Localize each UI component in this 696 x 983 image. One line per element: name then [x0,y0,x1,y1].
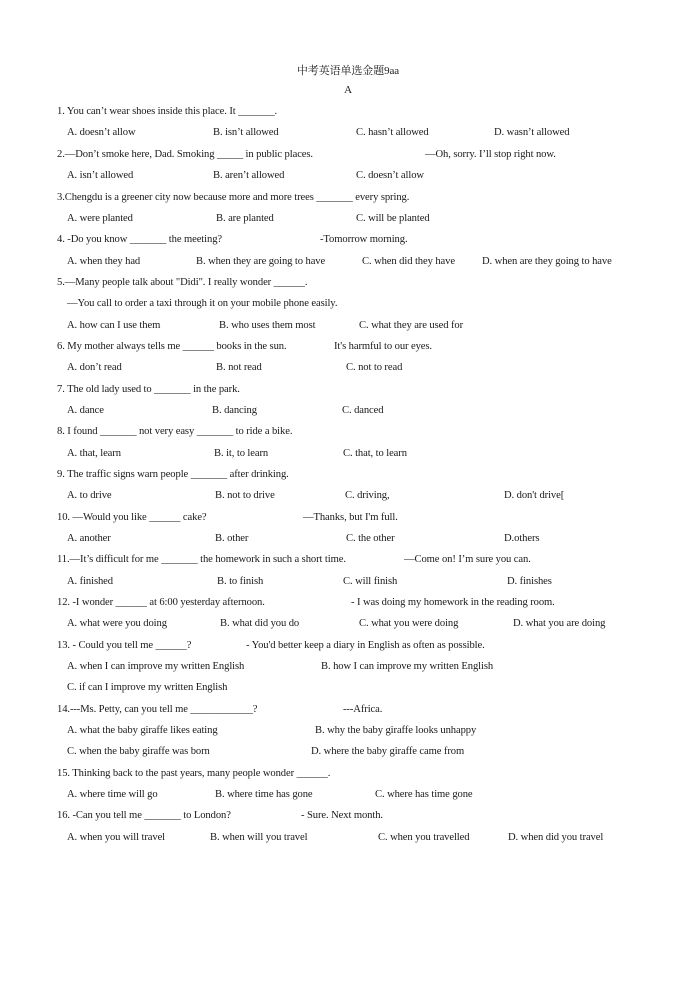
question-10: 10. —Would you like ______ cake? [57,512,207,523]
option-14b: B. why the baby giraffe looks unhappy [315,725,477,736]
option-9d: D. don't drive[ [504,490,565,501]
option-12a: A. what were you doing [67,618,167,629]
question-3: 3.Chengdu is a greener city now because more and more trees _______ every spring. [57,192,410,203]
option-10d: D.others [504,533,540,544]
option-7a: A. dance [67,405,104,416]
option-9b: B. not to drive [215,490,275,501]
option-12d: D. what you are doing [513,618,606,629]
option-15c: C. where has time gone [375,789,473,800]
section-heading: A [344,84,352,96]
option-7b: B. dancing [212,405,257,416]
option-8b: B. it, to learn [214,448,269,459]
option-16d: D. when did you travel [508,832,604,843]
option-5a: A. how can I use them [67,320,161,331]
option-6b: B. not read [216,362,262,373]
reply-16: - Sure. Next month. [301,810,383,821]
question-14: 14.---Ms. Petty, can you tell me ____________? [57,704,258,715]
reply-14: ---Africa. [343,704,383,715]
option-14c: C. when the baby giraffe was born [67,746,210,757]
option-15b: B. where time has gone [215,789,313,800]
option-11b: B. to finish [217,576,264,587]
reply-11: —Come on! I’m sure you can. [404,554,531,565]
option-3a: A. were planted [67,213,133,224]
reply-6: It's harmful to our eyes. [334,341,432,352]
question-2: 2.—Don’t smoke here, Dad. Smoking _____ in public places. [57,149,313,160]
option-10a: A. another [67,533,111,544]
option-16c: C. when you travelled [378,832,470,843]
option-11c: C. will finish [343,576,398,587]
option-13c: C. if can I improve my written English [67,682,228,693]
option-12b: B. what did you do [220,618,300,629]
reply-13: - You'd better keep a diary in English as often as possible. [246,640,485,651]
option-2a: A. isn’t allowed [67,170,134,181]
question-13: 13. - Could you tell me ______? [57,640,192,651]
question-7: 7. The old lady used to _______ in the park. [57,384,240,395]
option-14a: A. what the baby giraffe likes eating [67,725,218,736]
option-14d: D. where the baby giraffe came from [311,746,465,757]
option-1c: C. hasn’t allowed [356,127,429,138]
option-3c: C. will be planted [356,213,430,224]
option-5c: C. what they are used for [359,320,463,331]
option-1a: A. doesn’t allow [67,127,136,138]
question-9: 9. The traffic signs warn people _______ after drinking. [57,469,289,480]
option-4b: B. when they are going to have [196,256,326,267]
reply-2: —Oh, sorry. I’ll stop right now. [425,149,556,160]
option-1b: B. isn’t allowed [213,127,279,138]
question-5: 5.—Many people talk about "Didi". I really wonder ______. [57,277,308,288]
option-10b: B. other [215,533,249,544]
option-1d: D. wasn’t allowed [494,127,570,138]
question-15: 15. Thinking back to the past years, many people wonder ______. [57,768,331,779]
option-8c: C. that, to learn [343,448,407,459]
option-11d: D. finishes [507,576,552,587]
option-10c: C. the other [346,533,395,544]
option-6a: A. don’t read [67,362,122,373]
question-1: 1. You can’t wear shoes inside this place. It _______. [57,106,278,117]
option-11a: A. finished [67,576,113,587]
option-9a: A. to drive [67,490,112,501]
reply-12: - I was doing my homework in the reading room. [351,597,555,608]
option-4c: C. when did they have [362,256,455,267]
reply-4: -Tomorrow morning. [320,234,408,245]
question-5-reply: —You call to order a taxi through it on your mobile phone easily. [67,298,338,309]
question-4: 4. -Do you know _______ the meeting? [57,234,222,245]
option-9c: C. driving, [345,490,390,501]
option-4d: D. when are they going to have [482,256,612,267]
option-8a: A. that, learn [67,448,121,459]
option-2c: C. doesn’t allow [356,170,424,181]
question-11: 11.—It’s difficult for me _______ the homework in such a short time. [57,554,346,565]
option-15a: A. where time will go [67,789,158,800]
reply-10: —Thanks, but I'm full. [303,512,398,523]
option-4a: A. when they had [67,256,141,267]
page-title: 中考英语单选金题9aa [296,65,400,77]
option-3b: B. are planted [216,213,274,224]
option-13a: A. when I can improve my written English [67,661,245,672]
option-2b: B. aren’t allowed [213,170,285,181]
option-16b: B. when will you travel [210,832,308,843]
question-6: 6. My mother always tells me ______ books in the sun. [57,341,287,352]
question-16: 16. -Can you tell me _______ to London? [57,810,231,821]
option-13b: B. how I can improve my written English [321,661,494,672]
option-12c: C. what you were doing [359,618,459,629]
question-12: 12. -I wonder ______ at 6:00 yesterday afternoon. [57,597,265,608]
question-8: 8. I found _______ not very easy _______ to ride a bike. [57,426,293,437]
option-6c: C. not to read [346,362,403,373]
option-16a: A. when you will travel [67,832,166,843]
option-7c: C. danced [342,405,384,416]
option-5b: B. who uses them most [219,320,316,331]
